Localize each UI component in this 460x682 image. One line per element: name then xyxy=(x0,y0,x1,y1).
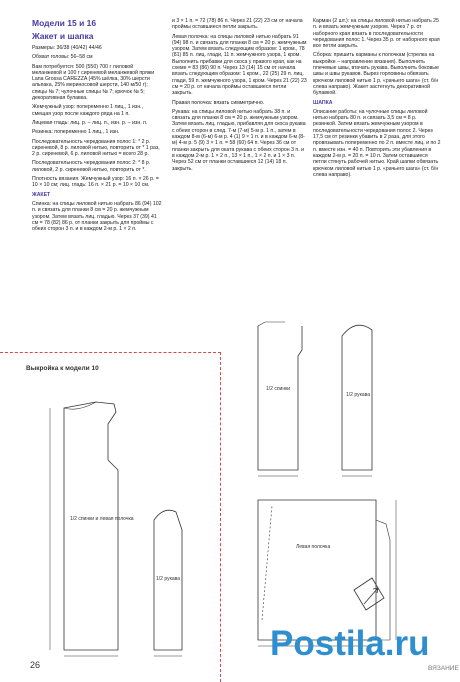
paragraph: Обхват головы: 56–58 см xyxy=(32,54,93,61)
back-piece-outline xyxy=(258,326,302,470)
back-front-outline xyxy=(64,402,118,650)
back-neckline xyxy=(258,322,285,326)
section-heading: ШАПКА xyxy=(313,99,333,106)
piece-label-sleeve-top: 1/2 рукава xyxy=(346,392,371,398)
watermark-small: ВЯЗАНИЕ xyxy=(428,665,459,672)
paragraph: Размеры: 36/38 (40/42) 44/46 xyxy=(32,45,102,51)
paragraph: Последовательность чередования полос 1: * 2 р. сиреневой, 8 р. лиловой нитью, повторить от * 1 раз, 2 р. сиреневой, 6 р. лиловой нитью = всего 28 р. xyxy=(32,138,160,158)
paragraph: Вам потребуется: 500 (550) 700 г лиловой меланжевой и 100 г сиреневой меланжевой пряжи Lana Grossa CAREZZA (45% шёлка, 30% шерсти альпака, 25% мериносовой шерсти, 140 м/50 г); спицы № 7; чулочные спицы № 7; крючок № 5; декоративная булавка. xyxy=(32,63,155,102)
paragraph: Резинка: попеременно 1 лиц., 1 изн. xyxy=(32,129,120,136)
paragraph: Рукава: на спицы лиловой нитью набрать 38 п. и связать для планки 8 см = 20 р. жемчужным узором. Затем вязать лиц. гладью, прибавляя для скоса рукава с обеих сторон в след. 7-м (7-м) 5-м р. 1 п., затем в каждом 8-м (6-м) 6-м р. 4 (1) 9 × 1 п. и в каждом 6-м (8-м) 4-м р. 5 (9) 3 × 1 п. = 58 (60) 64 п. Через 36 см от планки закрыть для оката рукава с обеих сторон 3 п. и в каждом 2-м р. 1 × 2 п., 13 × 1 п., 1 × 2 п. и 1 × 3 п. Через 52 см от планки оставшиеся 12 (14) 18 п. закрыть. xyxy=(172,108,306,172)
paragraph: Правая полочка: вязать симметрично. xyxy=(172,99,265,106)
dimension-lines xyxy=(50,408,396,656)
left-front-edge xyxy=(262,506,272,620)
paragraph: Карман (2 шт.): на спицы лиловой нитью набрать 25 п. и вязать жемчужным узором. Через 7 р. от наборного края вязать в последовательности чередования полос 1. Через 35 р. от наборного края все петли закрыть. xyxy=(313,18,440,50)
model-subtitle: Жакет и шапка xyxy=(32,31,94,41)
piece-label-sleeve-left: 1/2 рукава xyxy=(156,576,181,582)
watermark: Postila.ru xyxy=(270,624,430,663)
piece-label-back-top: 1/2 спинки xyxy=(266,386,291,392)
paragraph: Левая полочка: на спицы лиловой нитью набрать 91 (94) 98 п. и связать для планки 8 см = 20 р. жемчужным узором. Затем вязать следующим образом: 1 кром., 78 (81) 85 п. лиц. глади, 11 п. жемчужного узора, 1 кром. Выполнить прибавки для скоса у правого края, как на схеме = 83 (86) 90 п. Через 13 (14) 15 см от начала вязать следующим образом: 1 кром., 22 (25) 29 п. лиц. глади, 59 п. жемчужного узора, 1 кром. Через 21 (22) 23 см = 20 р. от начала проймы оставшиеся петли закрыть. xyxy=(172,33,307,97)
paragraph: Сборка: пришить карманы к полочкам (стрелка на выкройке – направление вязания). Выполнить плечевые швы, втачать рукава. Выполнить боковые швы и швы рукавов. Вырез горловины обвязать крючком лиловой нитью 1 р. «рачьего шага» (ст. б/н слева направо). Жакет застегнуть декоративной булавкой. xyxy=(313,52,439,97)
left-front-armhole xyxy=(376,520,390,640)
paragraph: Описание работы: на чулочные спицы лиловой нитью набрать 80 п. и связать 3,5 см = 8 р. резинкой. Затем вязать жемчужным узором в последовательности чередования полос 2. Через 17,5 см от резинки убавить в 2 раза, для этого провязывать попеременно по 2 п. вместе лиц. и по 2 п. вместе изн. = 40 п. Повторить эти убавления в каждом 2-м р. = 20 п. = 10 п. Затем оставшиеся петли стянуть рабочей нитью. Край шапки обвязать крючком лиловой нитью 1 р. «рачьего шага» (ст. б/н слева направо). xyxy=(313,108,441,178)
paragraph: Последовательность чередования полос 2: * 8 р. лиловой, 2 р. сиреневой нитью, повторить от *. xyxy=(32,160,151,173)
paragraph: Спинка: на спицы лиловой нитью набрать 86 (94) 102 п. и связать для планки 8 см = 20 р. жемчужным узором. Затем вязать лиц. гладью. Через 37 (39) 41 см = 78 (82) 86 р. от планки закрыть для проймы с обеих сторон 3 п. и в каждом 2-м р. 1 × 2 п. xyxy=(32,200,162,233)
pocket-outline xyxy=(354,578,384,610)
model-title: Модели 15 и 16 xyxy=(32,18,97,28)
pattern-title: Выкройка к модели 10 xyxy=(26,365,99,372)
piece-label-left-front: Левая полочка xyxy=(296,544,331,550)
paragraph: и 3 × 1 п. = 72 (78) 86 п. Через 21 (22) 23 см от начала проймы оставшиеся петли закрыть. xyxy=(172,18,303,31)
section-heading: ЖАКЕТ xyxy=(32,191,51,198)
paragraph: Жемчужный узор: попеременно 1 лиц., 1 изн., смещая узор после каждого ряда на 1 п. xyxy=(32,104,144,117)
left-front-outline xyxy=(258,500,376,640)
paragraph: Плотность вязания. Жемчужный узор: 16 п. × 26 р. = 10 × 10 см; лиц. гладь: 16 п. × 21 р. = 10 × 10 см. xyxy=(32,176,159,189)
page-number: 26 xyxy=(30,660,41,670)
paragraph: Лицевая гладь: лиц. р. – лиц. п., изн. р. – изн. п. xyxy=(32,119,148,126)
piece-label-back-left: 1/2 спинки и левая полочка xyxy=(70,516,134,522)
